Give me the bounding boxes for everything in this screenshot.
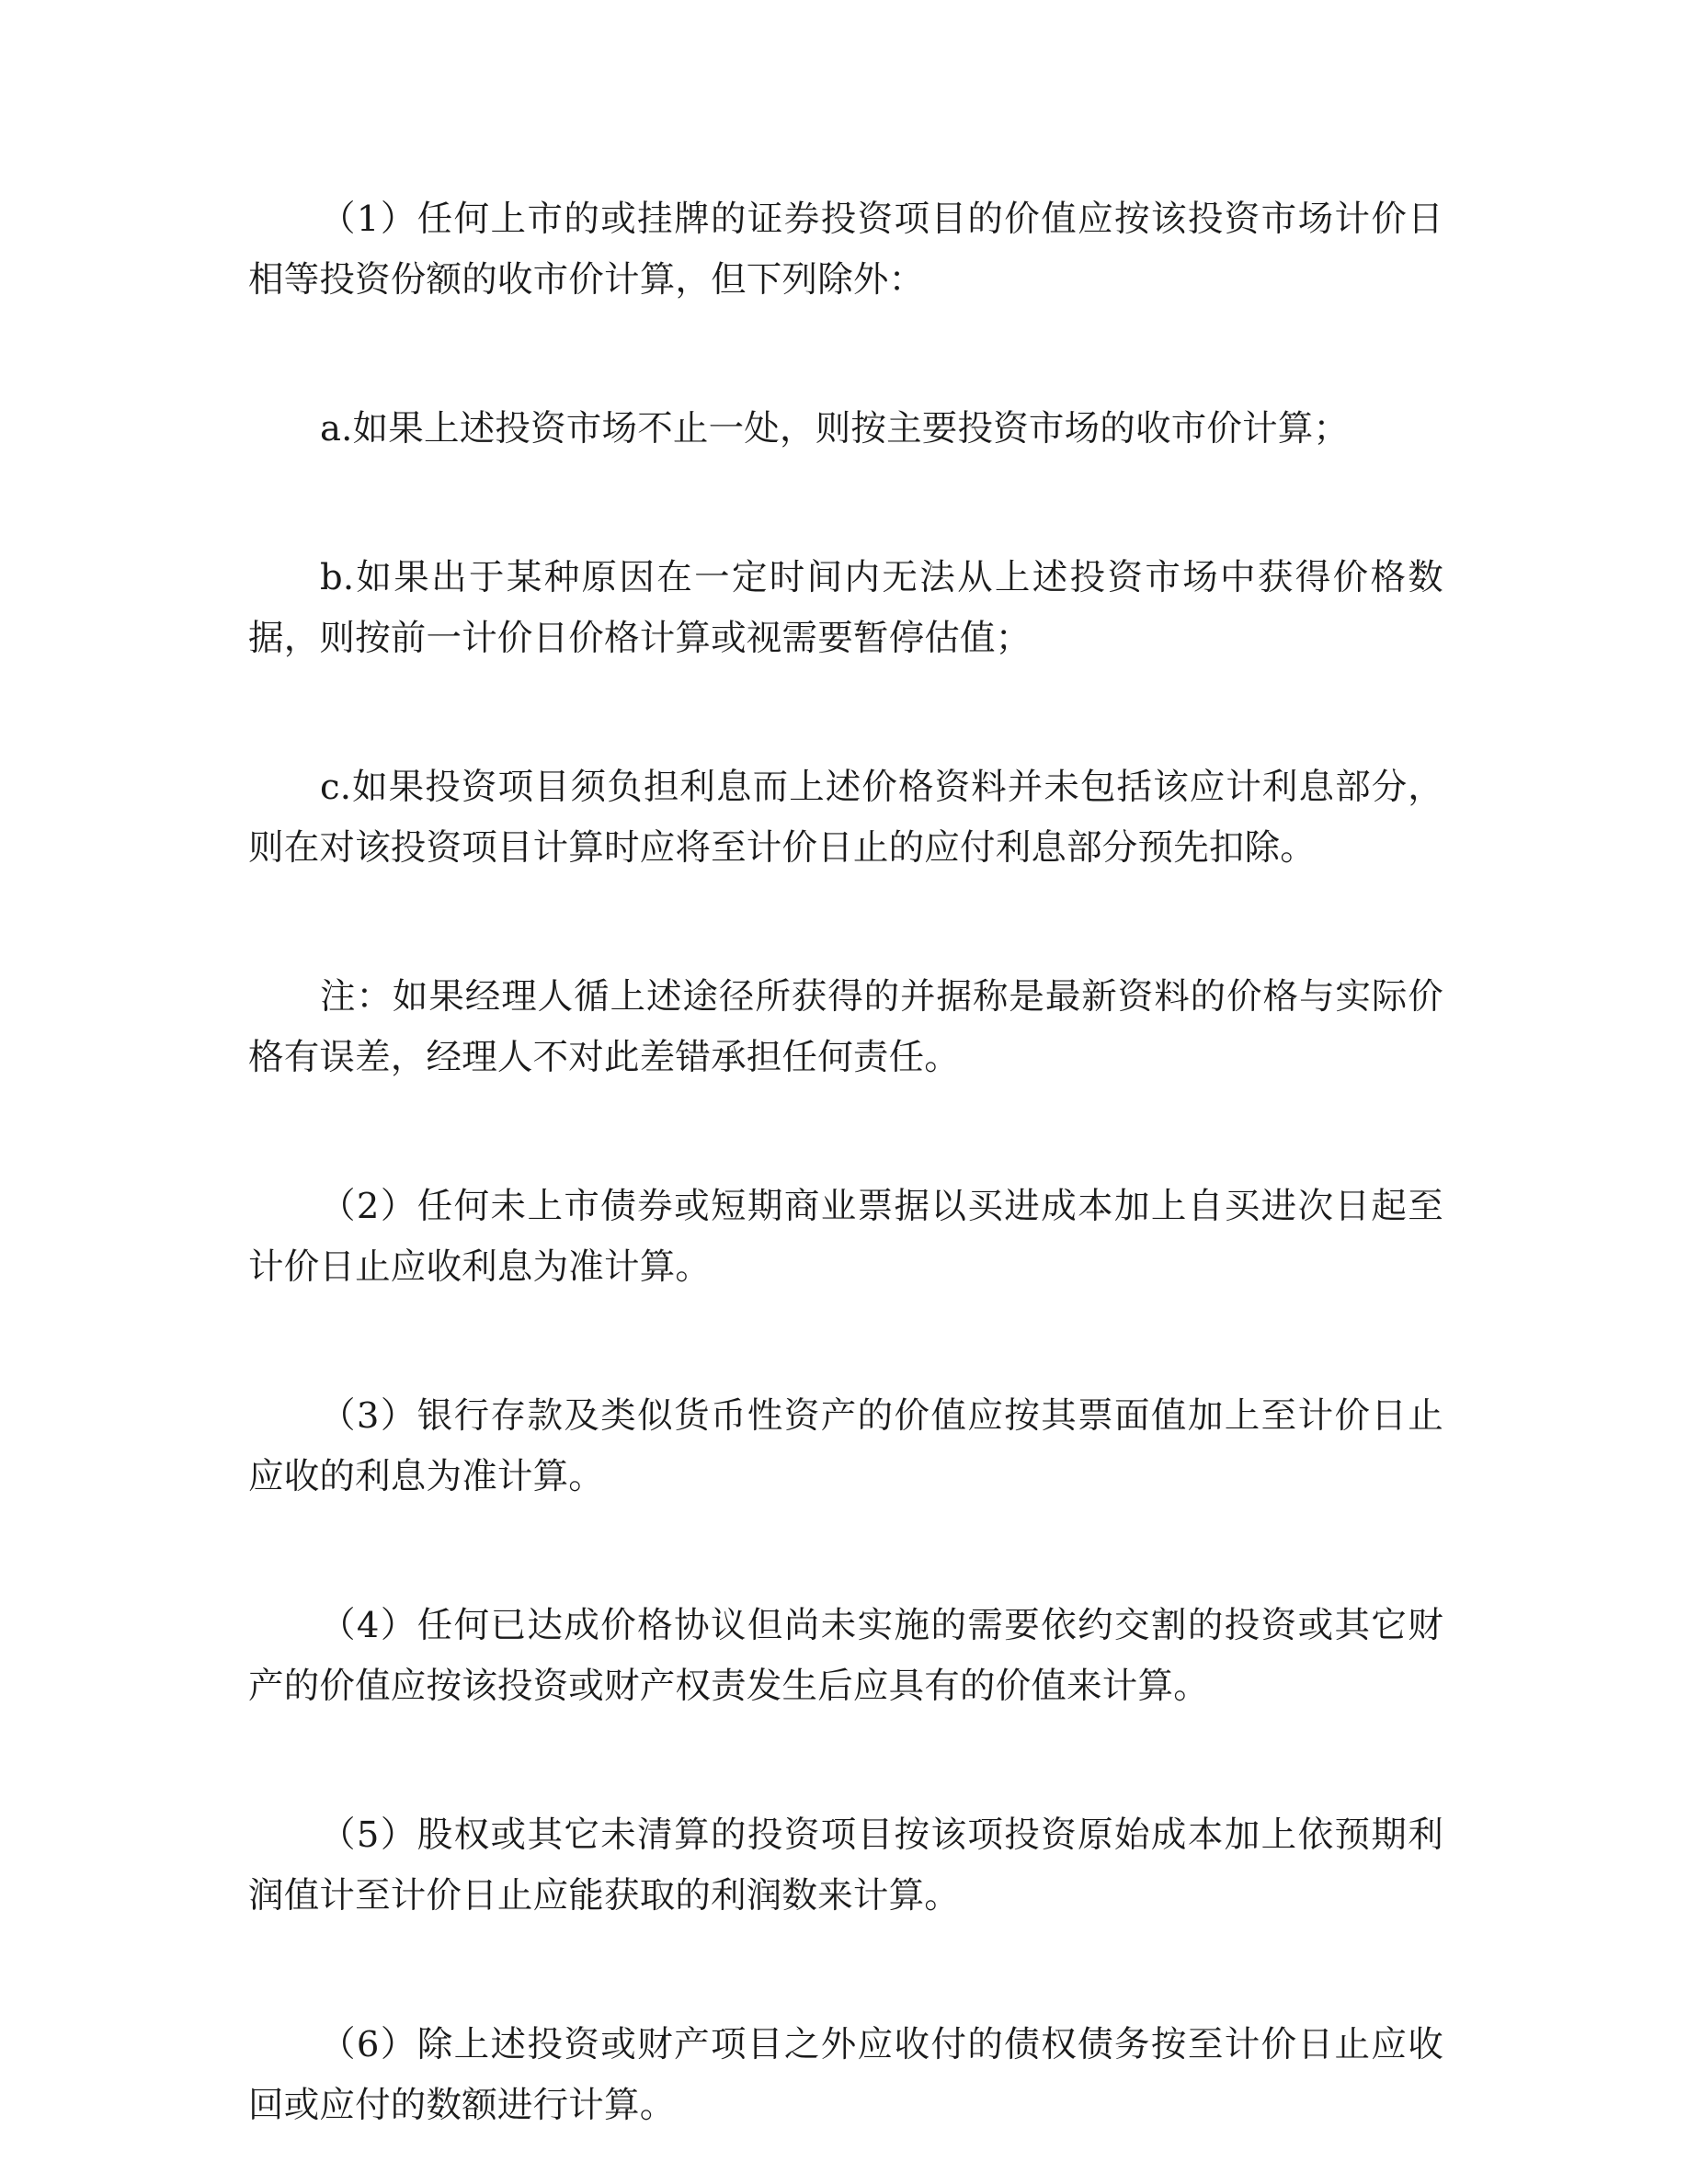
paragraph-note: 注：如果经理人循上述途径所获得的并据称是最新资料的价格与实际价格有误差，经理人不对此差错承担任何责任。 xyxy=(248,976,1443,1078)
paragraph-item-6: （6）除上述投资或财产项目之外应收付的债权债务按至计价日止应收回或应付的数额进行计算。 xyxy=(248,2024,1443,2126)
paragraph-item-1c: c.如果投资项目须负担利息而上述价格资料并未包括该应计利息部分，则在对该投资项目计算时应将至计价日止的应付利息部分预先扣除。 xyxy=(248,767,1443,869)
paragraph-item-1a: a.如果上述投资市场不止一处，则按主要投资市场的收市价计算； xyxy=(320,408,1350,449)
paragraph-item-2: （2）任何未上市债券或短期商业票据以买进成本加上自买进次日起至计价日止应收利息为准计算。 xyxy=(248,1186,1443,1288)
paragraph-item-1: （1）任何上市的或挂牌的证券投资项目的价值应按该投资市场计价日相等投资份额的收市价计算，但下列除外： xyxy=(248,199,1443,301)
paragraph-item-4: （4）任何已达成价格协议但尚未实施的需要依约交割的投资或其它财产的价值应按该投资或财产权责发生后应具有的价值来计算。 xyxy=(248,1605,1443,1707)
paragraph-item-1b: b.如果出于某种原因在一定时间内无法从上述投资市场中获得价格数据，则按前一计价日价格计算或视需要暂停估值； xyxy=(248,557,1443,659)
paragraph-item-3: （3）银行存款及类似货币性资产的价值应按其票面值加上至计价日止应收的利息为准计算。 xyxy=(248,1395,1443,1497)
paragraph-item-5: （5）股权或其它未清算的投资项目按该项投资原始成本加上依预期利润值计至计价日止应能获取的利润数来计算。 xyxy=(248,1814,1443,1917)
document-body xyxy=(248,189,1443,2136)
